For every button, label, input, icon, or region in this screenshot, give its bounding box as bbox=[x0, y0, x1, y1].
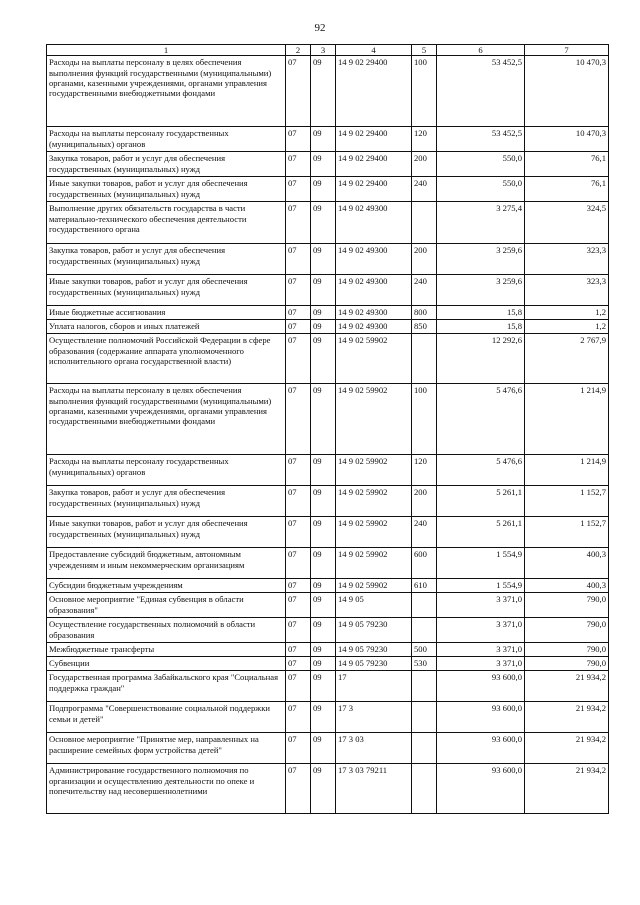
header-col-7: 7 bbox=[525, 45, 609, 56]
table-row bbox=[47, 320, 609, 334]
row-amount-actual: 790,0 bbox=[525, 643, 609, 657]
row-subsection-code: 09 bbox=[311, 275, 336, 306]
row-description: Закупка товаров, работ и услуг для обеспечения государственных (муниципальных) нужд bbox=[47, 244, 286, 275]
row-section-code: 07 bbox=[286, 152, 311, 177]
row-section-code: 07 bbox=[286, 657, 311, 671]
row-subsection-code: 09 bbox=[311, 618, 336, 643]
row-amount-actual: 21 934,2 bbox=[525, 764, 609, 814]
row-expense-type-code: 100 bbox=[412, 384, 437, 455]
row-target-article-code: 14 9 05 79230 bbox=[336, 618, 412, 643]
table-row bbox=[47, 306, 609, 320]
row-subsection-code: 09 bbox=[311, 702, 336, 733]
table-row bbox=[47, 579, 609, 593]
row-section-code: 07 bbox=[286, 320, 311, 334]
header-col-3: 3 bbox=[311, 45, 336, 56]
row-subsection-code: 09 bbox=[311, 671, 336, 702]
table-row bbox=[47, 764, 609, 814]
row-description: Основное мероприятие "Единая субвенция в области образования" bbox=[47, 593, 286, 618]
row-description: Иные закупки товаров, работ и услуг для обеспечения государственных (муниципальных) нужд bbox=[47, 177, 286, 202]
row-amount-plan: 93 600,0 bbox=[437, 702, 525, 733]
row-expense-type-code: 120 bbox=[412, 127, 437, 152]
row-amount-actual: 323,3 bbox=[525, 275, 609, 306]
row-amount-actual: 324,5 bbox=[525, 202, 609, 244]
table-row bbox=[47, 127, 609, 152]
row-amount-plan: 3 371,0 bbox=[437, 618, 525, 643]
table-row bbox=[47, 275, 609, 306]
row-description: Осуществление государственных полномочий в области образования bbox=[47, 618, 286, 643]
table-row bbox=[47, 244, 609, 275]
row-section-code: 07 bbox=[286, 486, 311, 517]
table-row bbox=[47, 671, 609, 702]
row-section-code: 07 bbox=[286, 177, 311, 202]
row-section-code: 07 bbox=[286, 671, 311, 702]
row-expense-type-code bbox=[412, 764, 437, 814]
table-row bbox=[47, 56, 609, 127]
table-row bbox=[47, 334, 609, 384]
row-subsection-code: 09 bbox=[311, 657, 336, 671]
row-target-article-code: 14 9 02 49300 bbox=[336, 244, 412, 275]
row-expense-type-code: 530 bbox=[412, 657, 437, 671]
row-expense-type-code bbox=[412, 202, 437, 244]
header-col-4: 4 bbox=[336, 45, 412, 56]
row-amount-plan: 93 600,0 bbox=[437, 764, 525, 814]
row-amount-actual: 21 934,2 bbox=[525, 702, 609, 733]
row-description: Иные закупки товаров, работ и услуг для обеспечения государственных (муниципальных) нужд bbox=[47, 517, 286, 548]
row-description: Расходы на выплаты персоналу в целях обеспечения выполнения функций государственными (муниципальными) органами, казенными учреждениями, органами управления государственными внебюджетными фондами bbox=[47, 384, 286, 455]
row-amount-actual: 21 934,2 bbox=[525, 671, 609, 702]
row-description: Осуществление полномочий Российской Федерации в сфере образования (содержание аппарата уполномоченного исполнительного органа государственной власти) bbox=[47, 334, 286, 384]
row-target-article-code: 14 9 02 59902 bbox=[336, 579, 412, 593]
header-col-6: 6 bbox=[437, 45, 525, 56]
row-description: Подпрограмма "Совершенствование социальной поддержки семьи и детей" bbox=[47, 702, 286, 733]
row-amount-actual: 21 934,2 bbox=[525, 733, 609, 764]
row-expense-type-code bbox=[412, 593, 437, 618]
row-section-code: 07 bbox=[286, 733, 311, 764]
row-description: Субсидии бюджетным учреждениям bbox=[47, 579, 286, 593]
row-subsection-code: 09 bbox=[311, 764, 336, 814]
row-expense-type-code: 240 bbox=[412, 275, 437, 306]
row-amount-actual: 10 470,3 bbox=[525, 56, 609, 127]
row-amount-plan: 3 259,6 bbox=[437, 275, 525, 306]
row-amount-actual: 400,3 bbox=[525, 548, 609, 579]
row-amount-plan: 5 261,1 bbox=[437, 517, 525, 548]
row-amount-plan: 3 371,0 bbox=[437, 593, 525, 618]
table-row bbox=[47, 548, 609, 579]
row-amount-plan: 1 554,9 bbox=[437, 579, 525, 593]
row-expense-type-code: 100 bbox=[412, 56, 437, 127]
row-subsection-code: 09 bbox=[311, 306, 336, 320]
row-section-code: 07 bbox=[286, 202, 311, 244]
row-subsection-code: 09 bbox=[311, 202, 336, 244]
row-expense-type-code: 200 bbox=[412, 486, 437, 517]
row-description: Расходы на выплаты персоналу государственных (муниципальных) органов bbox=[47, 455, 286, 486]
row-description: Иные закупки товаров, работ и услуг для обеспечения государственных (муниципальных) нужд bbox=[47, 275, 286, 306]
row-target-article-code: 14 9 05 79230 bbox=[336, 657, 412, 671]
row-amount-plan: 93 600,0 bbox=[437, 671, 525, 702]
row-amount-actual: 1 152,7 bbox=[525, 486, 609, 517]
header-col-1: 1 bbox=[47, 45, 286, 56]
row-section-code: 07 bbox=[286, 275, 311, 306]
row-subsection-code: 09 bbox=[311, 334, 336, 384]
row-amount-actual: 400,3 bbox=[525, 579, 609, 593]
row-amount-plan: 5 476,6 bbox=[437, 455, 525, 486]
row-amount-plan: 1 554,9 bbox=[437, 548, 525, 579]
row-description: Субвенции bbox=[47, 657, 286, 671]
row-amount-actual: 790,0 bbox=[525, 618, 609, 643]
table-row bbox=[47, 177, 609, 202]
row-description: Выполнение других обязательств государства в части материально-технического обеспечения деятельности государственного органа bbox=[47, 202, 286, 244]
row-amount-actual: 790,0 bbox=[525, 593, 609, 618]
table-row bbox=[47, 618, 609, 643]
row-target-article-code: 14 9 02 29400 bbox=[336, 152, 412, 177]
table-row bbox=[47, 593, 609, 618]
page-number: 92 bbox=[314, 22, 326, 34]
table-row bbox=[47, 517, 609, 548]
table-row bbox=[47, 486, 609, 517]
row-amount-actual: 1,2 bbox=[525, 306, 609, 320]
row-section-code: 07 bbox=[286, 384, 311, 455]
row-target-article-code: 14 9 02 29400 bbox=[336, 177, 412, 202]
row-section-code: 07 bbox=[286, 548, 311, 579]
row-amount-plan: 53 452,5 bbox=[437, 127, 525, 152]
row-subsection-code: 09 bbox=[311, 320, 336, 334]
row-subsection-code: 09 bbox=[311, 517, 336, 548]
table-row bbox=[47, 733, 609, 764]
row-target-article-code: 14 9 02 59902 bbox=[336, 548, 412, 579]
row-subsection-code: 09 bbox=[311, 486, 336, 517]
row-amount-actual: 76,1 bbox=[525, 152, 609, 177]
row-section-code: 07 bbox=[286, 643, 311, 657]
row-amount-plan: 5 261,1 bbox=[437, 486, 525, 517]
row-target-article-code: 14 9 05 bbox=[336, 593, 412, 618]
row-section-code: 07 bbox=[286, 56, 311, 127]
table-row bbox=[47, 384, 609, 455]
row-expense-type-code: 500 bbox=[412, 643, 437, 657]
row-amount-actual: 1 152,7 bbox=[525, 517, 609, 548]
row-subsection-code: 09 bbox=[311, 384, 336, 455]
row-description: Закупка товаров, работ и услуг для обеспечения государственных (муниципальных) нужд bbox=[47, 486, 286, 517]
row-amount-actual: 323,3 bbox=[525, 244, 609, 275]
row-target-article-code: 17 3 03 79211 bbox=[336, 764, 412, 814]
row-subsection-code: 09 bbox=[311, 548, 336, 579]
row-amount-plan: 53 452,5 bbox=[437, 56, 525, 127]
row-amount-actual: 76,1 bbox=[525, 177, 609, 202]
row-target-article-code: 17 bbox=[336, 671, 412, 702]
row-subsection-code: 09 bbox=[311, 643, 336, 657]
header-row bbox=[47, 45, 609, 56]
header-col-5: 5 bbox=[412, 45, 437, 56]
row-expense-type-code: 200 bbox=[412, 152, 437, 177]
row-description: Уплата налогов, сборов и иных платежей bbox=[47, 320, 286, 334]
row-amount-plan: 3 371,0 bbox=[437, 657, 525, 671]
row-section-code: 07 bbox=[286, 455, 311, 486]
row-expense-type-code: 850 bbox=[412, 320, 437, 334]
row-target-article-code: 14 9 02 49300 bbox=[336, 202, 412, 244]
table-row bbox=[47, 202, 609, 244]
table-row bbox=[47, 152, 609, 177]
row-expense-type-code: 800 bbox=[412, 306, 437, 320]
row-target-article-code: 17 3 bbox=[336, 702, 412, 733]
row-amount-plan: 15,8 bbox=[437, 320, 525, 334]
row-expense-type-code bbox=[412, 702, 437, 733]
row-subsection-code: 09 bbox=[311, 177, 336, 202]
row-subsection-code: 09 bbox=[311, 579, 336, 593]
row-amount-plan: 3 259,6 bbox=[437, 244, 525, 275]
row-target-article-code: 14 9 02 29400 bbox=[336, 56, 412, 127]
row-expense-type-code: 240 bbox=[412, 177, 437, 202]
row-section-code: 07 bbox=[286, 702, 311, 733]
row-subsection-code: 09 bbox=[311, 127, 336, 152]
table-row bbox=[47, 455, 609, 486]
row-section-code: 07 bbox=[286, 593, 311, 618]
table-row bbox=[47, 702, 609, 733]
row-target-article-code: 14 9 02 49300 bbox=[336, 320, 412, 334]
row-subsection-code: 09 bbox=[311, 733, 336, 764]
row-section-code: 07 bbox=[286, 244, 311, 275]
row-subsection-code: 09 bbox=[311, 455, 336, 486]
row-description: Основное мероприятие "Принятие мер, направленных на расширение семейных форм устройства детей" bbox=[47, 733, 286, 764]
table-row bbox=[47, 643, 609, 657]
row-expense-type-code: 600 bbox=[412, 548, 437, 579]
row-expense-type-code bbox=[412, 671, 437, 702]
row-target-article-code: 14 9 05 79230 bbox=[336, 643, 412, 657]
row-subsection-code: 09 bbox=[311, 244, 336, 275]
row-description: Предоставление субсидий бюджетным, автономным учреждениям и иным некоммерческим организациям bbox=[47, 548, 286, 579]
row-amount-plan: 3 275,4 bbox=[437, 202, 525, 244]
row-section-code: 07 bbox=[286, 517, 311, 548]
row-amount-actual: 1,2 bbox=[525, 320, 609, 334]
row-section-code: 07 bbox=[286, 306, 311, 320]
row-target-article-code: 14 9 02 59902 bbox=[336, 517, 412, 548]
row-section-code: 07 bbox=[286, 334, 311, 384]
row-amount-plan: 550,0 bbox=[437, 177, 525, 202]
row-expense-type-code bbox=[412, 334, 437, 384]
row-target-article-code: 14 9 02 29400 bbox=[336, 127, 412, 152]
row-amount-plan: 3 371,0 bbox=[437, 643, 525, 657]
row-description: Расходы на выплаты персоналу государственных (муниципальных) органов bbox=[47, 127, 286, 152]
row-subsection-code: 09 bbox=[311, 152, 336, 177]
row-section-code: 07 bbox=[286, 579, 311, 593]
row-expense-type-code: 120 bbox=[412, 455, 437, 486]
row-amount-actual: 790,0 bbox=[525, 657, 609, 671]
row-amount-actual: 1 214,9 bbox=[525, 384, 609, 455]
row-expense-type-code: 200 bbox=[412, 244, 437, 275]
row-expense-type-code bbox=[412, 618, 437, 643]
row-section-code: 07 bbox=[286, 618, 311, 643]
row-description: Государственная программа Забайкальского края "Социальная поддержка граждан" bbox=[47, 671, 286, 702]
table-row bbox=[47, 657, 609, 671]
row-amount-plan: 15,8 bbox=[437, 306, 525, 320]
row-amount-actual: 10 470,3 bbox=[525, 127, 609, 152]
row-target-article-code: 14 9 02 49300 bbox=[336, 275, 412, 306]
header-col-2: 2 bbox=[286, 45, 311, 56]
row-subsection-code: 09 bbox=[311, 56, 336, 127]
row-amount-actual: 1 214,9 bbox=[525, 455, 609, 486]
row-amount-plan: 93 600,0 bbox=[437, 733, 525, 764]
row-target-article-code: 14 9 02 59902 bbox=[336, 455, 412, 486]
row-target-article-code: 14 9 02 49300 bbox=[336, 306, 412, 320]
row-amount-plan: 12 292,6 bbox=[437, 334, 525, 384]
row-target-article-code: 17 3 03 bbox=[336, 733, 412, 764]
row-expense-type-code bbox=[412, 733, 437, 764]
row-expense-type-code: 240 bbox=[412, 517, 437, 548]
table-body bbox=[47, 56, 609, 814]
row-section-code: 07 bbox=[286, 127, 311, 152]
row-target-article-code: 14 9 02 59902 bbox=[336, 384, 412, 455]
row-amount-plan: 550,0 bbox=[437, 152, 525, 177]
row-description: Администрирование государственного полномочия по организации и осуществлению деятельности по опеке и попечительству над несовершеннолетними bbox=[47, 764, 286, 814]
row-target-article-code: 14 9 02 59902 bbox=[336, 334, 412, 384]
row-amount-actual: 2 767,9 bbox=[525, 334, 609, 384]
row-section-code: 07 bbox=[286, 764, 311, 814]
row-description: Межбюджетные трансферты bbox=[47, 643, 286, 657]
row-expense-type-code: 610 bbox=[412, 579, 437, 593]
budget-table bbox=[46, 44, 609, 814]
row-subsection-code: 09 bbox=[311, 593, 336, 618]
row-description: Иные бюджетные ассигнования bbox=[47, 306, 286, 320]
row-amount-plan: 5 476,6 bbox=[437, 384, 525, 455]
row-description: Расходы на выплаты персоналу в целях обеспечения выполнения функций государственными (муниципальными) органами, казенными учреждениями, органами управления государственными внебюджетными фондами bbox=[47, 56, 286, 127]
row-description: Закупка товаров, работ и услуг для обеспечения государственных (муниципальных) нужд bbox=[47, 152, 286, 177]
row-target-article-code: 14 9 02 59902 bbox=[336, 486, 412, 517]
